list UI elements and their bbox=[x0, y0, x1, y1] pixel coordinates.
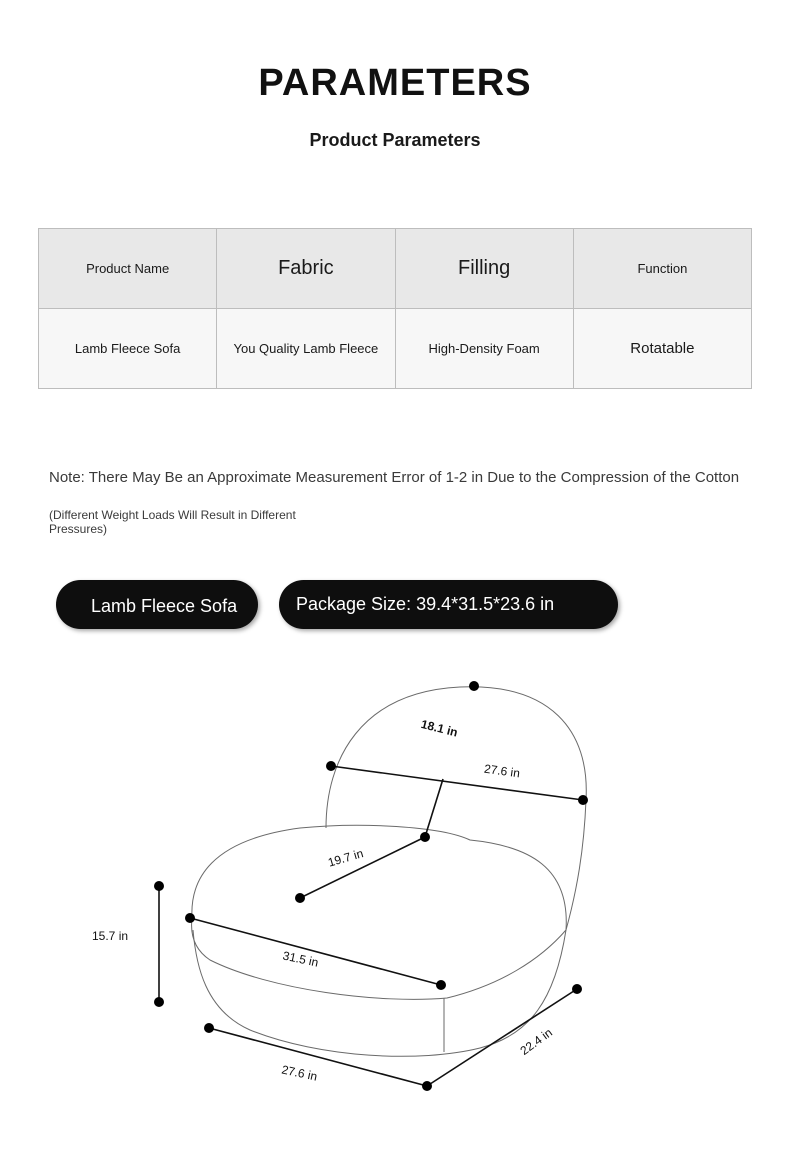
seat-width-label: 31.5 in bbox=[281, 948, 320, 970]
dimension-dot bbox=[469, 681, 479, 691]
page-subtitle: Product Parameters bbox=[309, 130, 481, 150]
header-label: Function bbox=[637, 260, 688, 276]
page-title: PARAMETERS bbox=[258, 62, 532, 104]
dimension-dots bbox=[154, 681, 588, 1091]
backrest-height-label: 18.1 in bbox=[419, 716, 460, 740]
backrest-connector-line bbox=[425, 779, 443, 837]
base-depth-label: 22.4 in bbox=[517, 1025, 555, 1058]
dimension-dot bbox=[420, 832, 430, 842]
product-name-badge-label: Lamb Fleece Sofa bbox=[91, 596, 238, 616]
base-width-label: 27.6 in bbox=[280, 1062, 319, 1084]
dimension-dot bbox=[326, 761, 336, 771]
dimension-dot bbox=[572, 984, 582, 994]
backrest-width-line bbox=[331, 766, 583, 800]
cell-value: Lamb Fleece Sofa bbox=[74, 340, 181, 356]
dimension-dot bbox=[185, 913, 195, 923]
dimension-dot bbox=[295, 893, 305, 903]
dimension-dot bbox=[204, 1023, 214, 1033]
header-label: Product Name bbox=[86, 260, 170, 276]
base-width-line bbox=[209, 1028, 427, 1086]
seat-depth-line bbox=[300, 837, 425, 898]
backrest-width-label: 27.6 in bbox=[483, 761, 521, 781]
cell-value: High-Density Foam bbox=[428, 340, 540, 356]
seat-height-label: 15.7 in bbox=[92, 929, 129, 943]
header-label: Fabric bbox=[278, 257, 334, 279]
dimension-dot bbox=[154, 997, 164, 1007]
cell-value: Rotatable bbox=[630, 339, 695, 357]
measurement-note: Note: There May Be an Approximate Measurement Error of 1-2 in Due to the Compression of the Cotton bbox=[49, 469, 740, 486]
dimension-dot bbox=[436, 980, 446, 990]
measurement-note-sub: (Different Weight Loads Will Result in Different Pressures) bbox=[49, 508, 296, 536]
base-outline bbox=[193, 930, 566, 1056]
dimension-lines bbox=[159, 766, 583, 1086]
backrest-outline bbox=[326, 687, 586, 930]
seat-cushion-outline bbox=[192, 825, 567, 999]
sofa-outline bbox=[192, 687, 587, 1057]
header-label: Filling bbox=[458, 257, 511, 279]
seat-width-line bbox=[190, 918, 441, 985]
dimension-dot bbox=[578, 795, 588, 805]
dimension-dot bbox=[154, 881, 164, 891]
seat-depth-label: 19.7 in bbox=[326, 846, 365, 870]
package-size-badge-label: Package Size: 39.4*31.5*23.6 in bbox=[296, 594, 555, 614]
dimension-dot bbox=[422, 1081, 432, 1091]
base-depth-line bbox=[427, 989, 577, 1086]
cell-value: You Quality Lamb Fleece bbox=[233, 340, 379, 356]
